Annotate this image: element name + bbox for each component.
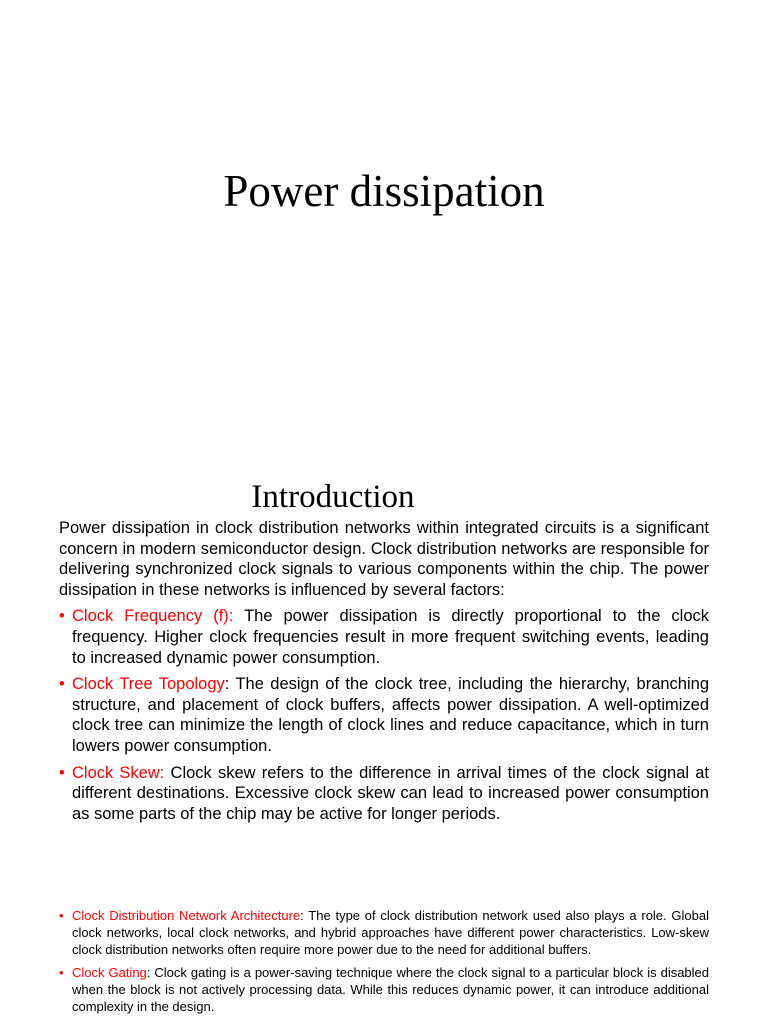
title-slide — [0, 0, 768, 450]
bullet-dot: • — [59, 908, 64, 923]
bullet-clock-frequency — [59, 606, 709, 668]
bullet-clock-skew — [59, 763, 709, 825]
bullet-dot: • — [59, 763, 65, 782]
bullet-term: Clock Skew: — [72, 763, 165, 782]
bullet-dot: • — [59, 675, 65, 694]
bullet-text: : The design of the clock tree, including the hierarchy, branching structure, and placement of clock buffers, affects power dissipation. A well-optimized clock tree can minimize the length of clock lines and reduce capacitance, which in turn lowers power consumption. — [72, 675, 709, 755]
introduction-heading: Introduction — [251, 479, 415, 515]
introduction-body — [59, 518, 709, 824]
bullet-text: Clock skew refers to the difference in arrival times of the clock signal at different destinations. Excessive clock skew can lead to increased power consumption as some parts of the chip may be active for longer periods. — [72, 763, 710, 823]
bullet-text: : The type of clock distribution network used also plays a role. Global clock networks, local clock networks, and hybrid approaches have different power characteristics. Low-skew clock distribution networks often require more power due to the need for additional buffers. — [72, 908, 709, 958]
bullet-dot: • — [59, 607, 65, 626]
bullet-term: Clock Tree Topology — [72, 675, 225, 694]
slide-title: Power dissipation — [223, 166, 545, 216]
bullet-term: Clock Frequency (f): — [72, 607, 234, 626]
bullet-text: The power dissipation is directly proportional to the clock frequency. Higher clock frequencies result in more frequent switching events, leading to increased dynamic power consumption. — [72, 607, 710, 667]
bullet-clock-distribution-network-architecture — [59, 907, 709, 959]
secondary-bullet-list — [59, 907, 709, 1020]
intro-paragraph: Power dissipation in clock distribution networks within integrated circuits is a significant concern in modern semiconductor design. Clock distribution networks are responsible for delivering synchronized clock signals to various components within the chip. The power dissipation in these networks is influenced by several factors: — [59, 519, 709, 599]
bullet-term: Clock Gating — [72, 964, 147, 980]
bullet-clock-tree-topology — [59, 674, 709, 756]
bullet-dot: • — [59, 964, 64, 980]
bullet-text: : Clock gating is a power-saving technique where the clock signal to a particular block is disabled when the block is not actively processing data. While this reduces dynamic power, it can introduce additional complexity in the design. — [72, 964, 710, 1015]
bullet-clock-gating — [59, 964, 709, 1016]
bullet-term: Clock Distribution Network Architecture — [72, 908, 301, 923]
introduction-slide — [0, 450, 768, 1024]
